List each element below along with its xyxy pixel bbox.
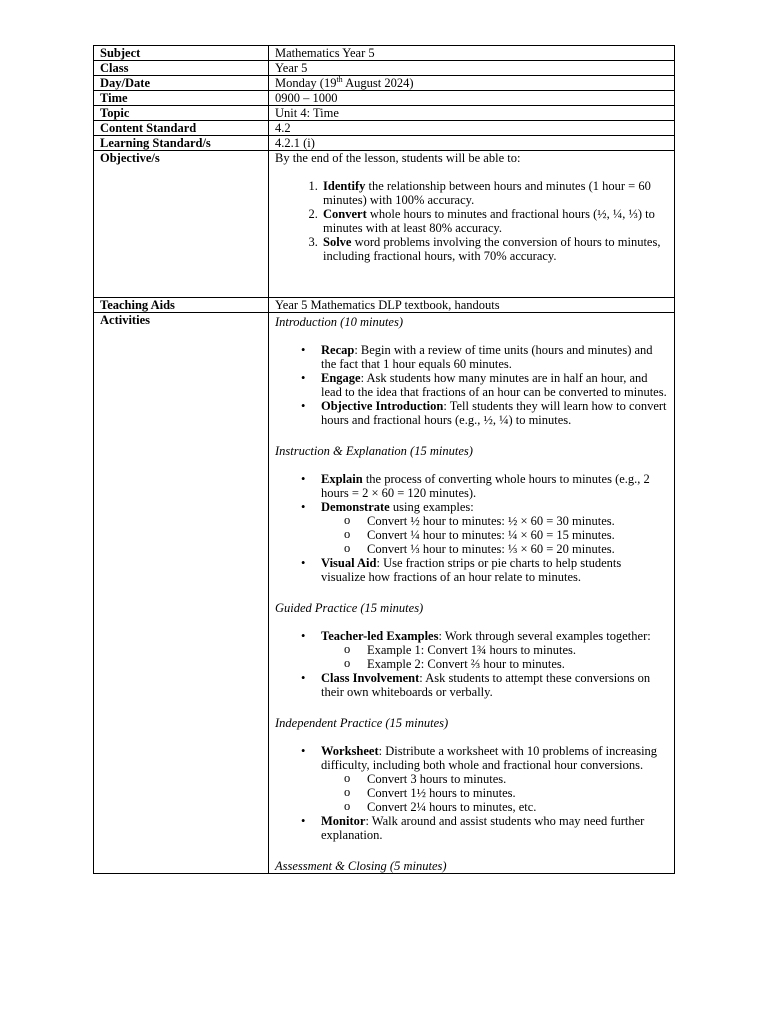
bullet-lead: Teacher-led Examples	[321, 629, 439, 643]
activity-section-introduction	[275, 315, 668, 427]
sub-list	[321, 514, 668, 556]
sub-item: o Convert ½ hour to minutes: ½ × 60 = 30 minutes.	[367, 514, 668, 528]
section-title: Instruction & Explanation (15 minutes)	[275, 444, 473, 458]
activity-section-guided-practice	[275, 601, 668, 699]
bullet-lead: Engage	[321, 371, 361, 385]
activity-section-instruction	[275, 444, 668, 584]
bullet-list	[275, 744, 668, 842]
objective-text: whole hours to minutes and fractional hours (½, ¼, ⅓) to minutes with at least 80% accuracy.	[323, 207, 655, 235]
bullet-item	[321, 671, 668, 699]
sub-item: o Example 2: Convert ⅔ hour to minutes.	[367, 657, 668, 671]
row-class	[94, 61, 675, 76]
bullet-lead: Demonstrate	[321, 500, 390, 514]
time-label: Time	[94, 91, 269, 106]
objective-verb: Convert	[323, 207, 367, 221]
section-title: Introduction (10 minutes)	[275, 315, 403, 329]
daydate-pre: Monday (19	[275, 76, 337, 90]
activities-value	[269, 313, 675, 874]
bullet-text: : Ask students to attempt these conversions on their own whiteboards or verbally.	[321, 671, 651, 699]
bullet-item	[321, 500, 668, 556]
objective-text: the relationship between hours and minutes (1 hour = 60 minutes) with 100% accuracy.	[323, 179, 651, 207]
time-value: 0900 – 1000	[269, 91, 675, 106]
activity-section-assessment	[275, 859, 668, 873]
objectives-label: Objective/s	[94, 151, 269, 298]
bullet-item	[321, 814, 668, 842]
row-objectives	[94, 151, 675, 298]
objectives-value	[269, 151, 675, 298]
section-title: Independent Practice (15 minutes)	[275, 716, 449, 730]
objective-verb: Identify	[323, 179, 366, 193]
row-daydate	[94, 76, 675, 91]
objective-item	[321, 207, 668, 235]
bullet-item	[321, 629, 668, 671]
bullet-item	[321, 371, 668, 399]
bullet-item	[321, 744, 668, 814]
activity-section-independent-practice	[275, 716, 668, 842]
objective-item	[321, 179, 668, 207]
topic-label: Topic	[94, 106, 269, 121]
row-topic	[94, 106, 675, 121]
lesson-plan-document	[93, 45, 675, 874]
bullet-lead: Recap	[321, 343, 355, 357]
row-content-standard	[94, 121, 675, 136]
bullet-text: the process of converting whole hours to minutes (e.g., 2 hours = 2 × 60 = 120 minutes).	[321, 472, 650, 500]
row-time	[94, 91, 675, 106]
lesson-plan-table	[93, 45, 675, 874]
daydate-sup: th	[336, 74, 343, 84]
bullet-text: : Begin with a review of time units (hours and minutes) and the fact that 1 hour equals 60 minutes.	[321, 343, 653, 371]
bullet-lead: Visual Aid	[321, 556, 377, 570]
objectives-list	[275, 179, 668, 263]
bullet-list	[275, 629, 668, 699]
content-standard-value: 4.2	[269, 121, 675, 136]
bullet-text: using examples:	[389, 500, 474, 514]
objective-item	[321, 235, 668, 263]
row-teaching-aids	[94, 298, 675, 313]
subject-value: Mathematics Year 5	[269, 46, 675, 61]
class-label: Class	[94, 61, 269, 76]
bullet-list	[275, 343, 668, 427]
bullet-lead: Objective Introduction	[321, 399, 444, 413]
section-title: Assessment & Closing (5 minutes)	[275, 859, 447, 873]
bullet-item	[321, 399, 668, 427]
bullet-lead: Monitor	[321, 814, 366, 828]
sub-item: o Convert ¼ hour to minutes: ¼ × 60 = 15 minutes.	[367, 528, 668, 542]
bullet-item	[321, 343, 668, 371]
bullet-text: : Tell students they will learn how to convert hours and fractional hours (e.g., ½, ¼) to minutes.	[321, 399, 667, 427]
bullet-lead: Explain	[321, 472, 363, 486]
class-value: Year 5	[269, 61, 675, 76]
teaching-aids-label: Teaching Aids	[94, 298, 269, 313]
daydate-label: Day/Date	[94, 76, 269, 91]
bullet-lead: Class Involvement	[321, 671, 420, 685]
teaching-aids-value: Year 5 Mathematics DLP textbook, handouts	[269, 298, 675, 313]
sub-item: o Example 1: Convert 1¾ hours to minutes.	[367, 643, 668, 657]
learning-standard-value: 4.2.1 (i)	[269, 136, 675, 151]
bullet-list	[275, 472, 668, 584]
row-learning-standard	[94, 136, 675, 151]
content-standard-label: Content Standard	[94, 121, 269, 136]
sub-item: o Convert 3 hours to minutes.	[367, 772, 668, 786]
section-title: Guided Practice (15 minutes)	[275, 601, 424, 615]
row-subject	[94, 46, 675, 61]
bullet-item	[321, 556, 668, 584]
bullet-item	[321, 472, 668, 500]
bullet-text: : Use fraction strips or pie charts to help students visualize how fractions of an hour relate to minutes.	[321, 556, 622, 584]
activities-label: Activities	[94, 313, 269, 874]
daydate-value	[269, 76, 675, 91]
sub-list	[321, 772, 668, 814]
bullet-text: : Distribute a worksheet with 10 problems of increasing difficulty, including both whole and fractional hour conversions.	[321, 744, 658, 772]
learning-standard-label: Learning Standard/s	[94, 136, 269, 151]
sub-list	[321, 643, 668, 671]
objective-verb: Solve	[323, 235, 352, 249]
bullet-text: : Work through several examples together:	[438, 629, 651, 643]
sub-item: o Convert 2¼ hours to minutes, etc.	[367, 800, 668, 814]
sub-item: o Convert ⅓ hour to minutes: ⅓ × 60 = 20 minutes.	[367, 542, 668, 556]
daydate-post: August 2024)	[342, 76, 414, 90]
bullet-lead: Worksheet	[321, 744, 379, 758]
bullet-text: : Walk around and assist students who may need further explanation.	[321, 814, 645, 842]
objective-text: word problems involving the conversion of hours to minutes, including fractional hours, with 70% accuracy.	[323, 235, 661, 263]
subject-label: Subject	[94, 46, 269, 61]
sub-item: o Convert 1½ hours to minutes.	[367, 786, 668, 800]
bullet-text: : Ask students how many minutes are in half an hour, and lead to the idea that fractions of an hour can be converted to minutes.	[321, 371, 667, 399]
topic-value: Unit 4: Time	[269, 106, 675, 121]
objectives-intro: By the end of the lesson, students will be able to:	[275, 151, 521, 165]
row-activities	[94, 313, 675, 874]
